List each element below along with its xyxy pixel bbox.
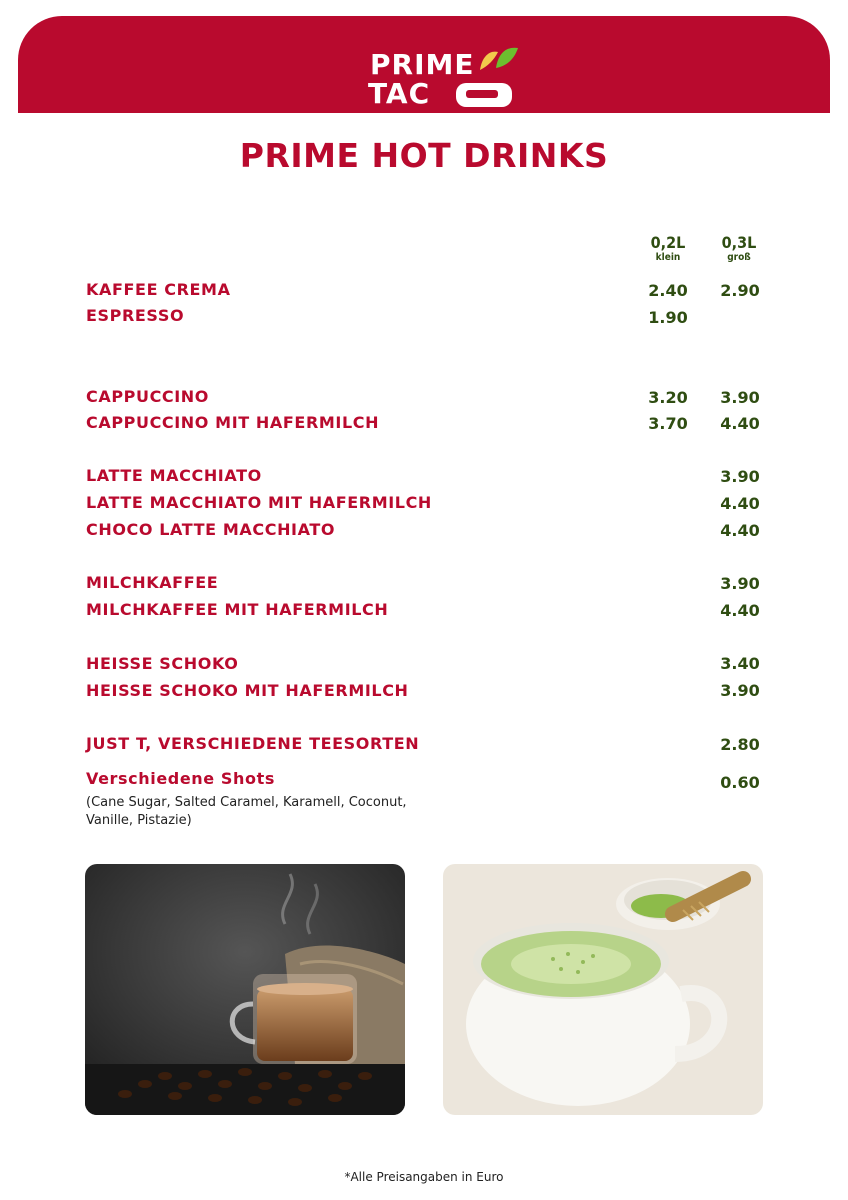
price-small: 3.20 [648, 388, 688, 407]
price-large: 4.40 [720, 494, 760, 513]
menu-item-name: LATTE MACCHIATO [86, 466, 262, 485]
price-large: 3.90 [720, 574, 760, 593]
menu-item-name: HEISSE SCHOKO MIT HAFERMILCH [86, 681, 409, 700]
column-size-large: 0,3L [721, 233, 757, 252]
logo-text-line2: TAC [368, 77, 431, 110]
coffee-cup-photo-icon [85, 864, 405, 1115]
column-header-small [638, 234, 698, 264]
leaf-icon [476, 44, 520, 72]
menu-item-name: HEISSE SCHOKO [86, 654, 239, 673]
menu-item-name: Verschiedene Shots [86, 769, 275, 788]
coffee-photo [85, 864, 405, 1115]
price-large: 3.40 [720, 654, 760, 673]
header-banner [18, 16, 830, 113]
matcha-latte-photo-icon [443, 864, 763, 1115]
price-small: 1.90 [648, 308, 688, 327]
column-label-small: klein [655, 252, 681, 263]
logo-text-line1: PRIME [370, 48, 475, 81]
menu-item-name: CAPPUCCINO [86, 387, 209, 406]
price-large: 3.90 [720, 467, 760, 486]
price-large: 4.40 [720, 414, 760, 433]
menu-item-name: KAFFEE CREMA [86, 280, 231, 299]
price-large: 3.90 [720, 388, 760, 407]
menu-item-name: MILCHKAFFEE [86, 573, 219, 592]
price-large: 2.80 [720, 735, 760, 754]
menu-item-name: CHOCO LATTE MACCHIATO [86, 520, 336, 539]
page-title: PRIME HOT DRINKS [239, 136, 609, 175]
matcha-photo [443, 864, 763, 1115]
price-large: 4.40 [720, 601, 760, 620]
menu-item-name: LATTE MACCHIATO MIT HAFERMILCH [86, 493, 432, 512]
menu-item-name: ESPRESSO [86, 306, 185, 325]
price-large: 4.40 [720, 521, 760, 540]
price-footnote: *Alle Preisangaben in Euro [344, 1170, 504, 1184]
price-small: 3.70 [648, 414, 688, 433]
price-large: 0.60 [720, 773, 760, 792]
price-large: 3.90 [720, 681, 760, 700]
price-small: 2.40 [648, 281, 688, 300]
price-large: 2.90 [720, 281, 760, 300]
menu-item-name: MILCHKAFFEE MIT HAFERMILCH [86, 600, 389, 619]
logo-o-cut [466, 90, 498, 98]
menu-item-name: JUST T, VERSCHIEDENE TEESORTEN [86, 734, 420, 753]
shots-flavors-note: (Cane Sugar, Salted Caramel, Karamell, Coconut, Vanille, Pistazie) [86, 795, 407, 828]
column-label-large: groß [727, 252, 751, 263]
menu-item-name: CAPPUCCINO MIT HAFERMILCH [86, 413, 380, 432]
column-size-small: 0,2L [650, 233, 686, 252]
brand-logo[interactable] [352, 34, 532, 116]
column-header-large [709, 234, 769, 264]
